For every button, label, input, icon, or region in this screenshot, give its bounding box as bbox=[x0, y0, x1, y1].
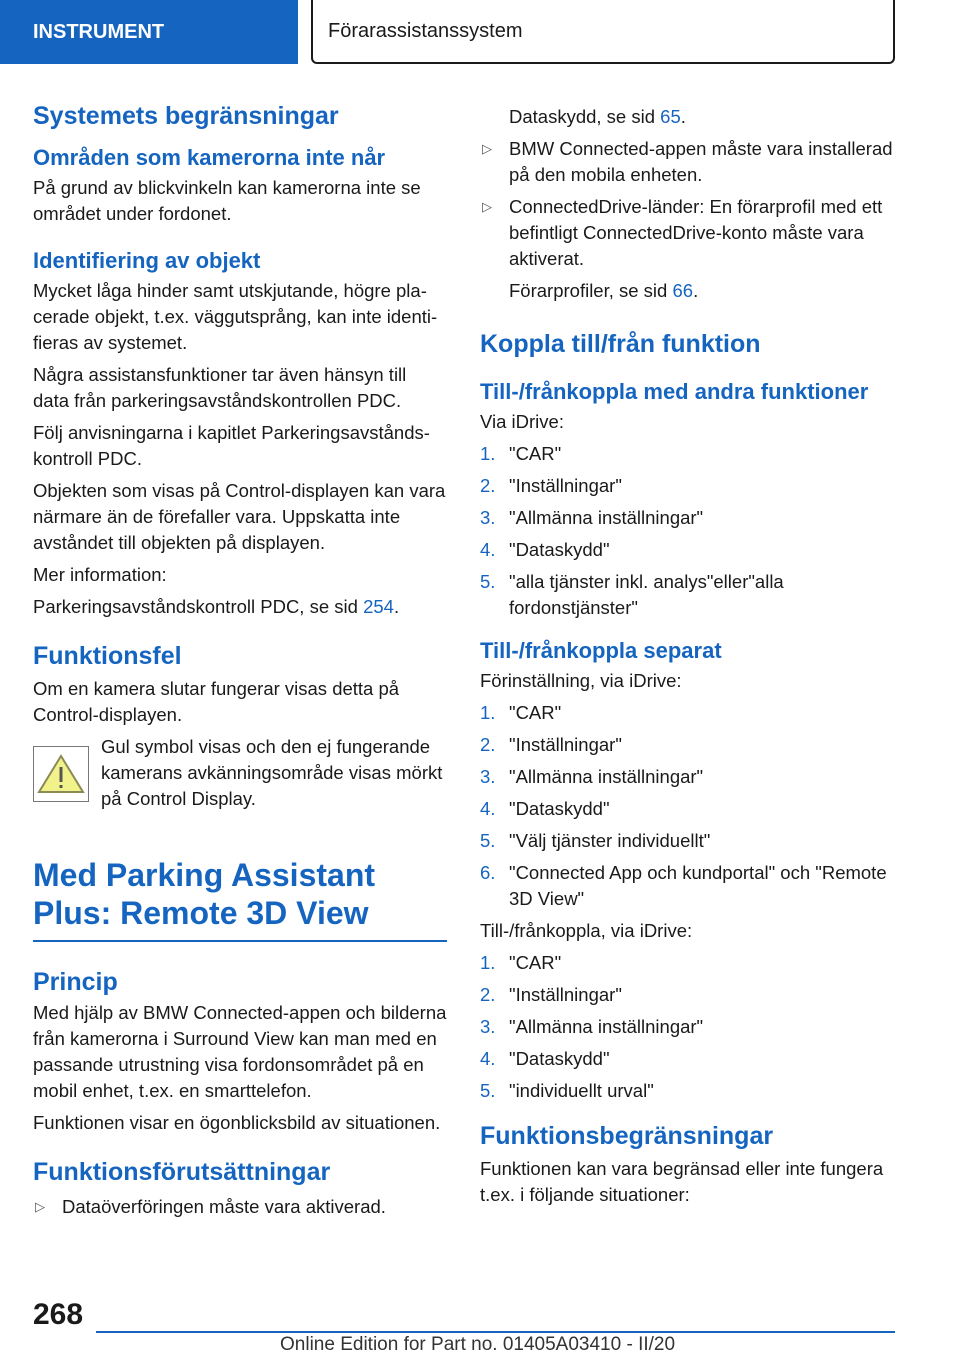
numbered-list bbox=[480, 441, 900, 621]
paragraph: Om en kamera slutar fungerar visas detta på Control-displayen. bbox=[33, 678, 400, 725]
paragraph: Dataskydd, se sid 65. bbox=[509, 106, 686, 127]
heading-rule bbox=[33, 940, 447, 942]
header-chapter bbox=[311, 0, 895, 64]
page-link[interactable]: 65 bbox=[660, 106, 681, 127]
warning-note bbox=[33, 734, 447, 812]
chapter-label: Förarassistanssystem bbox=[328, 19, 523, 42]
triangle-bullet-icon: ▷ bbox=[482, 199, 492, 214]
footer-edition: Online Edition for Part no. 01405A03410 - II/20 bbox=[280, 1334, 676, 1355]
left-column bbox=[33, 100, 447, 1226]
heading-function-limits: Funktionsbegränsningar bbox=[480, 1122, 774, 1150]
warning-text: Gul symbol visas och den ej fungerande kamerans avkänningsområde visas mörkt på Control Display. bbox=[101, 736, 443, 809]
heading-camera-areas: Områden som kamerorna inte når bbox=[33, 145, 386, 170]
triangle-bullet-icon: ▷ bbox=[482, 141, 492, 156]
triangle-bullet-icon: ▷ bbox=[35, 1199, 45, 1214]
list-item: ▷ Dataöverföringen måste vara aktiverad. bbox=[33, 1194, 447, 1220]
paragraph: Funktionen kan vara begränsad eller inte fungera t.ex. i följande situationer: bbox=[480, 1158, 884, 1205]
heading-toggle-function: Koppla till/från funktion bbox=[480, 330, 761, 358]
page-number: 268 bbox=[33, 1298, 84, 1331]
paragraph: Till-/frånkoppla, via iDrive: bbox=[480, 920, 693, 941]
list-item: 3. "Allmänna inställningar" bbox=[480, 766, 704, 787]
heading-malfunction: Funktionsfel bbox=[33, 642, 182, 670]
list-item: 4. "Dataskydd" bbox=[480, 798, 610, 819]
list-item: 2. "Inställningar" bbox=[480, 734, 622, 755]
numbered-list bbox=[480, 950, 900, 1104]
list-item: 2. "Inställningar" bbox=[480, 475, 622, 496]
paragraph: På grund av blickvinkeln kan kamerorna inte se området under fordonet. bbox=[33, 177, 421, 224]
list-item: 4. "Dataskydd" bbox=[480, 1048, 610, 1069]
list-item: 5. "alla tjänster inkl. analys"eller"alla fordonstjänster" bbox=[480, 571, 784, 618]
heading-toggle-separate: Till-/frånkoppla separat bbox=[480, 638, 722, 663]
list-item: 1. "CAR" bbox=[480, 443, 562, 464]
heading-toggle-with-others: Till-/frånkoppla med andra funktioner bbox=[480, 379, 869, 404]
list-item: 5. "individuellt urval" bbox=[480, 1080, 654, 1101]
list-item: 6. "Connected App och kundportal" och "Remote 3D View" bbox=[480, 862, 887, 909]
list-item: 2. "Inställningar" bbox=[480, 984, 622, 1005]
list-item: 1. "CAR" bbox=[480, 952, 562, 973]
paragraph: Via iDrive: bbox=[480, 411, 564, 432]
list-item: 5. "Välj tjänster individuellt" bbox=[480, 830, 711, 851]
right-column bbox=[480, 104, 900, 1214]
header-section bbox=[0, 0, 298, 64]
section-label: INSTRUMENT bbox=[33, 20, 165, 43]
list-item: 1. "CAR" bbox=[480, 702, 562, 723]
heading-remote-3d-view: Med Parking Assistant Plus: Remote 3D View bbox=[33, 857, 376, 931]
heading-system-limits: Systemets begränsningar bbox=[33, 102, 339, 130]
list-item: ▷ BMW Connected-appen måste vara installerad på den mobila enheten. bbox=[482, 138, 893, 185]
paragraph: Några assistansfunktioner tar även hänsyn till data från parkeringsavståndskontrollen PDC. bbox=[33, 364, 407, 411]
paragraph: Parkeringsavståndskontroll PDC, se sid 254. bbox=[33, 596, 400, 617]
paragraph: Mycket låga hinder samt utskjutande, högre placerade objekt, t.ex. väggutsprång, kan inte identifieras av systemet. bbox=[33, 280, 438, 353]
page-link[interactable]: 254 bbox=[363, 596, 394, 617]
page-link[interactable]: 66 bbox=[672, 280, 694, 301]
bullet-list bbox=[33, 1194, 447, 1220]
list-item: ▷ ConnectedDrive-länder: En förarprofil med ett befintligt ConnectedDrive-konto måste vara aktiverat. bbox=[482, 196, 883, 269]
heading-object-detection: Identifiering av objekt bbox=[33, 248, 261, 273]
list-item: 4. "Dataskydd" bbox=[480, 539, 610, 560]
paragraph: Förarprofiler, se sid 66. bbox=[509, 280, 699, 301]
paragraph: Mer information: bbox=[33, 564, 167, 585]
paragraph: Objekten som visas på Control-displayen kan vara närmare än de förefaller vara. Uppskatta inte avståndet till objekten på displayen. bbox=[33, 480, 446, 553]
warning-triangle-icon bbox=[33, 746, 89, 802]
footer-rule bbox=[96, 1331, 895, 1333]
paragraph: Funktionen visar en ögonblicksbild av situationen. bbox=[33, 1112, 441, 1133]
paragraph: Följ anvisningarna i kapitlet Parkeringsavståndskontroll PDC. bbox=[33, 422, 430, 469]
list-item: 3. "Allmänna inställningar" bbox=[480, 507, 704, 528]
numbered-list bbox=[480, 700, 900, 912]
heading-principle: Princip bbox=[33, 968, 118, 996]
bullet-list bbox=[480, 136, 900, 272]
heading-prerequisites: Funktionsförutsättningar bbox=[33, 1158, 331, 1186]
list-item: 3. "Allmänna inställningar" bbox=[480, 1016, 704, 1037]
paragraph: Med hjälp av BMW Connected-appen och bilderna från kamerorna i Surround View kan man med en passande utrustning visa fordonsområdet på en mobil enhet, t.ex. en smarttelefon. bbox=[33, 1002, 447, 1101]
paragraph: Förinställning, via iDrive: bbox=[480, 670, 682, 691]
